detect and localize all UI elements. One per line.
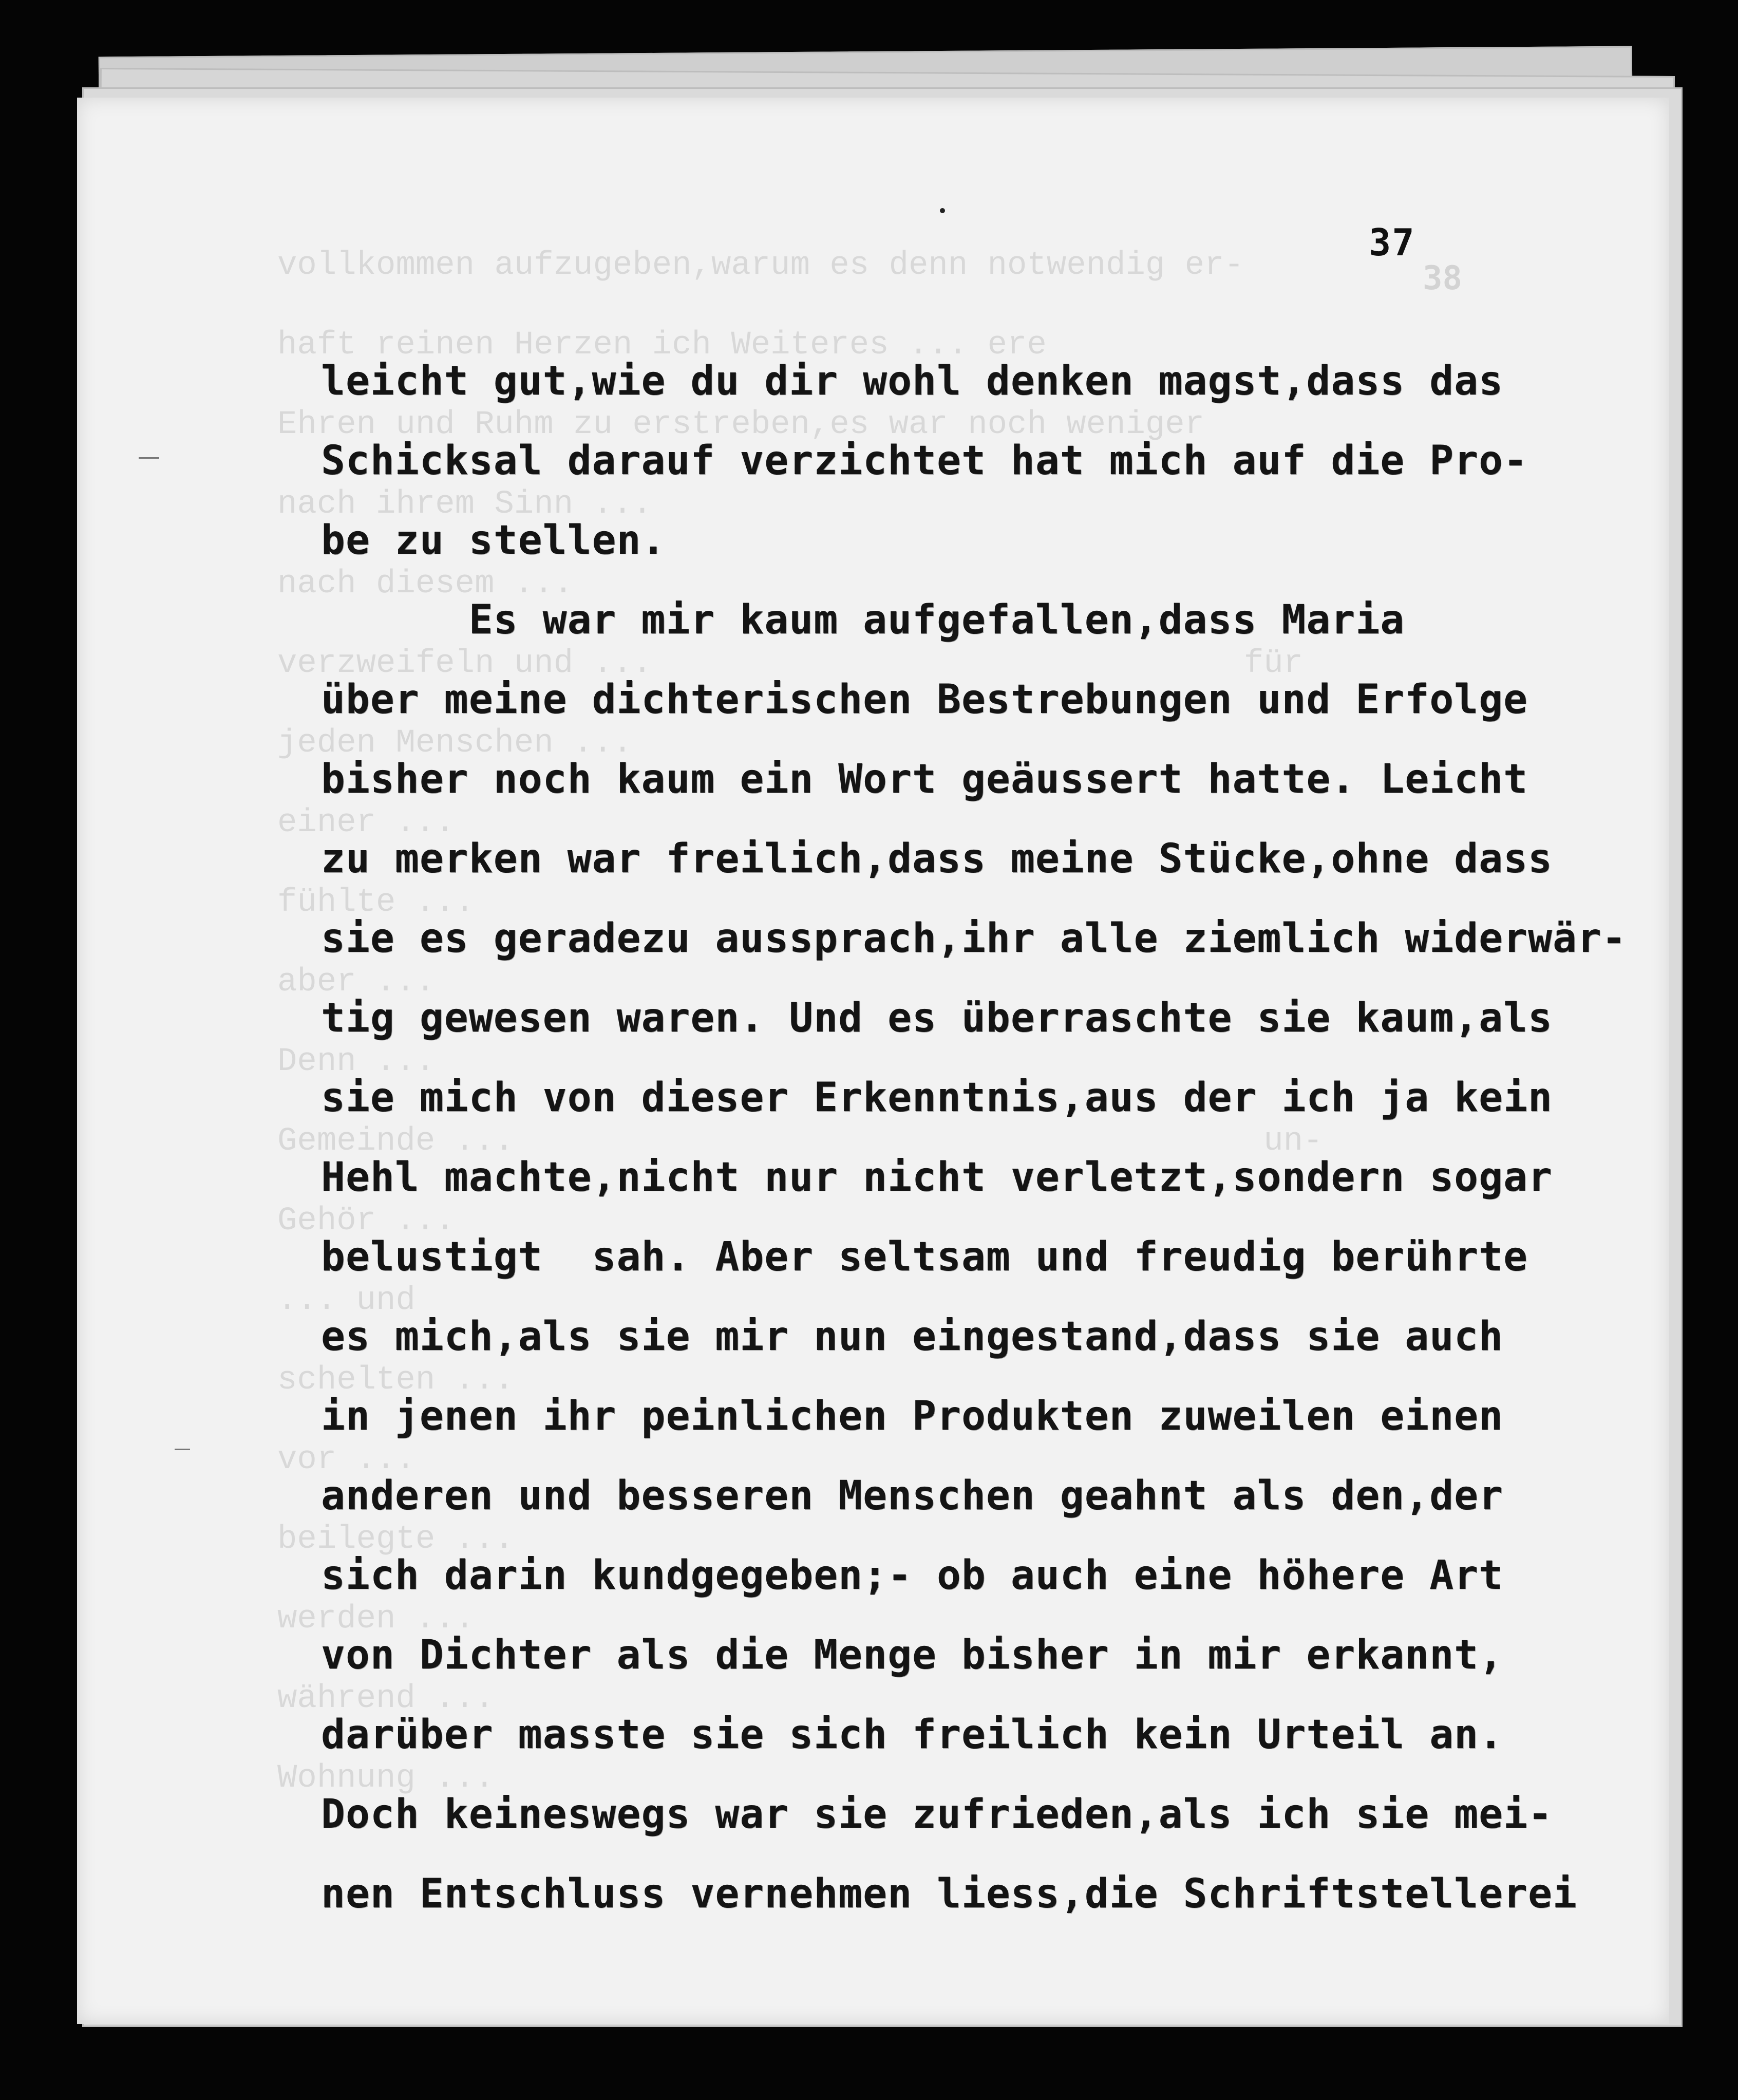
body-text <box>321 342 1627 1934</box>
text-line: be zu stellen. <box>321 517 666 564</box>
text-line: anderen und besseren Menschen geahnt als den,der <box>321 1473 1504 1519</box>
page-number: 37 <box>1369 221 1415 264</box>
bleed-through-page-number: 38 <box>1423 259 1463 297</box>
text-line: Doch keineswegs war sie zufrieden,als ich sie mei- <box>321 1791 1553 1838</box>
text-line: Es war mir kaum aufgefallen,dass Maria <box>321 597 1405 643</box>
text-line: es mich,als sie mir nun eingestand,dass sie auch <box>321 1314 1504 1360</box>
text-line: sie es geradezu aussprach,ihr alle ziemlich widerwär- <box>321 915 1627 962</box>
text-line: in jenen ihr peinlichen Produkten zuweilen einen <box>321 1393 1504 1439</box>
text-line: Schicksal darauf verzichtet hat mich auf die Pro- <box>321 438 1528 484</box>
text-line: über meine dichterischen Bestrebungen und Erfolge <box>321 677 1528 723</box>
margin-mark <box>175 1449 190 1450</box>
text-line: Hehl machte,nicht nur nicht verletzt,sondern sogar <box>321 1154 1553 1201</box>
text-line: sich darin kundgegeben;- ob auch eine höhere Art <box>321 1552 1504 1599</box>
text-line: bisher noch kaum ein Wort geäussert hatte. Leicht <box>321 756 1528 802</box>
text-line: zu merken war freilich,dass meine Stücke,ohne dass <box>321 836 1553 882</box>
text-line: sie mich von dieser Erkenntnis,aus der ich ja kein <box>321 1075 1553 1121</box>
text-line: belustigt sah. Aber seltsam und freudig berührte <box>321 1234 1528 1280</box>
text-line: darüber masste sie sich freilich kein Urteil an. <box>321 1712 1504 1758</box>
margin-mark <box>139 457 159 459</box>
text-line: von Dichter als die Menge bisher in mir erkannt, <box>321 1632 1504 1678</box>
ink-speck <box>940 208 945 213</box>
text-line: leicht gut,wie du dir wohl denken magst,dass das <box>321 358 1504 404</box>
text-line: nen Entschluss vernehmen liess,die Schriftstellerei <box>321 1871 1577 1917</box>
text-line: tig gewesen waren. Und es überraschte sie kaum,als <box>321 995 1553 1041</box>
